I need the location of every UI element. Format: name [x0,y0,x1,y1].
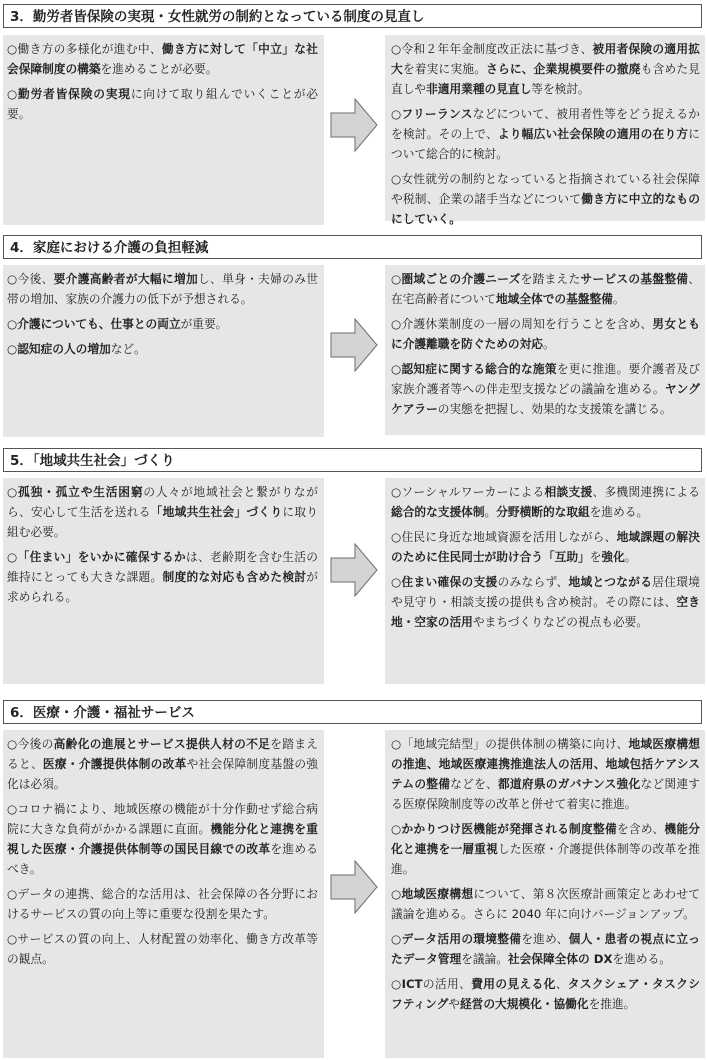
body-text: 、 [555,977,568,991]
emphasis-text: 高齢化の進展とサービス提供人材の不足 [53,737,271,751]
emphasis-text: かかりつけ医機能が発揮される制度整備 [401,822,617,836]
emphasis-text: 経営の大規模化・協働化 [459,997,589,1011]
right-arrow-icon [330,543,378,597]
body-text: ○働き方の多様化が進む中、 [7,42,162,56]
body-text: について、第８次医療計画策定とあわせて議論を進める。さらに 2040 年に向けバージョンアップ。 [391,887,700,921]
body-text: を推進。 [588,997,636,1011]
body-text: を踏まえた [520,272,581,286]
bullet-item [391,104,700,164]
emphasis-text: 地域全体での基盤整備 [495,292,613,306]
emphasis-text: 強化 [601,550,625,564]
bullet-item [391,314,700,354]
emphasis-text: サービスの基盤整備 [580,272,689,286]
body-text: ○コロナ禍により、地域医療の機能が十分作動せず総合病院に大きな負荷がかかる課題に直面。 [7,802,318,836]
bullet-item [7,734,318,794]
bullet-item [391,572,700,632]
body-text: の実態を把握し、効果的な支援策を講じる。 [437,402,672,416]
body-text: ○ [7,342,18,356]
body-text: を踏まえると、 [7,737,318,771]
emphasis-text: 地域医療構想の推進、地域医療連携推進法人の活用、地域包括ケアシステムの整備 [391,737,700,791]
right-arrow-icon [330,860,378,914]
emphasis-text: 個人・患者の視点に立ったデータ管理 [391,932,700,966]
bullet-item [391,39,700,99]
body-text: や [448,997,460,1011]
emphasis-text: データ活用の環境整備 [401,932,522,946]
emphasis-text: 非適用業種の見直し [426,82,532,96]
emphasis-text: 社会保障全体の DX [507,952,613,966]
body-text: を [589,550,602,564]
bullet-item [7,39,318,79]
section-6-current-issues [3,730,324,1058]
body-text: など。 [110,342,146,356]
body-text: を進める。 [589,505,649,519]
body-text: ○ [391,977,402,991]
body-text: した医療・介護提供体制等の改革を推進。 [391,842,700,876]
emphasis-text: 地域とつながる [568,575,653,589]
section-3-measures [385,35,705,226]
body-text: のみならず、 [497,575,569,589]
body-text: に取り組む必要。 [7,505,318,539]
body-text: は、老齢期を含む生活の維持にとっても大きな課題。 [7,550,318,584]
body-text: ○住民に身近な地域資源を活用しながら、 [391,530,617,544]
body-text: について総合的に検討。 [391,127,700,161]
emphasis-text: ヤングケアラー [391,382,700,416]
emphasis-text: 医療・介護提供体制の改革 [42,757,187,771]
bullet-item [391,527,700,567]
bullet-item [7,84,318,124]
section-5-title: 5．「地域共生社会」づくり [3,448,702,472]
body-text: に向けて取り組んでいくことが必要。 [7,87,318,121]
bullet-item [7,482,318,542]
emphasis-text: タスクシェア・タスクシフティング [391,977,700,1011]
body-text: 。 [542,337,555,351]
body-text: ○サービスの質の向上、人材配置の効率化、働き方改革等の観点。 [7,932,318,966]
body-text: ○データの連携、総合的な活用は、社会保障の各分野におけるサービスの質の向上等に重要な役割を果たす。 [7,887,318,921]
emphasis-text: 男女ともに介護離職を防ぐための対応 [391,317,700,351]
body-text: やまちづくりなどの視点も必要。 [472,615,649,629]
emphasis-text: フリーランス [401,107,473,121]
bullet-item [7,547,318,607]
body-text: ○介護休業制度の一層の周知を行うことを含め、 [391,317,653,331]
body-text: 、在宅高齢者について [391,272,700,306]
emphasis-text: 被用者保険の適用拡大 [391,42,700,76]
body-text: ○ [7,317,18,331]
body-text: ○今後の [7,737,54,751]
body-text: ○ [391,575,402,589]
emphasis-text: 働き方に中立的なものにしていく。 [391,192,700,226]
emphasis-text: 「住まい」をいかに確保するか [17,550,186,564]
emphasis-text: 要介護高齢者が大幅に増加 [53,272,199,286]
body-text: 。 [612,292,625,306]
bullet-item [391,929,700,969]
bullet-item [391,269,700,309]
body-text: を進めるべき。 [7,842,318,876]
body-text: 居住環境や見守り・相談支援の提供も含め検討。その際には、 [391,575,700,609]
emphasis-text: 総合的な支援体制 [391,505,485,519]
body-text: を議論。 [461,952,508,966]
emphasis-text: 認知症に関する総合的な施策 [401,362,557,376]
section-5-current-issues [3,478,324,684]
body-text: を進め、 [521,932,569,946]
body-text: 。 [624,550,637,564]
bullet-item [391,482,700,522]
emphasis-text: 空き地・空家の活用 [391,595,700,629]
bullet-item [7,884,318,924]
emphasis-text: 認知症の人の増加 [17,342,111,356]
body-text: ○ [391,932,402,946]
body-text: ○ソーシャルワーカーによる [391,485,545,499]
emphasis-text: 住まい確保の支援 [401,575,498,589]
emphasis-text: 勤労者皆保険の実現 [18,87,131,101]
bullet-item [391,169,700,229]
body-text: も含めた見直しや [391,62,700,96]
body-text: 、多機関連携による [592,485,700,499]
body-text: が求められる。 [7,570,318,604]
section-6-measures [385,730,705,1058]
bullet-item [391,884,700,924]
body-text: を進めることが必要。 [100,62,218,76]
section-4-title: 4．家庭における介護の負担軽減 [3,235,702,259]
body-text: が重要。 [180,317,228,331]
emphasis-text: 機能分化と連携を一層重視 [391,822,700,856]
body-text: 。 [484,505,497,519]
section-4-current-issues [3,265,324,437]
body-text: し、単身・夫婦のみ世帯の増加、家族の介護力の低下が予想される。 [7,272,318,306]
bullet-item [7,269,318,309]
section-4-measures [385,265,705,435]
body-text: などを、 [450,777,498,791]
emphasis-text: ICT [401,977,423,991]
emphasis-text: 地域医療構想 [401,887,474,901]
body-text: を着実に実施。 [402,62,487,76]
emphasis-text: 介護についても、仕事との両立 [17,317,181,331]
section-5-measures [385,478,705,684]
emphasis-text: 機能分化と連携を重視した医療・介護提供体制等の国民目線での改革 [7,822,318,856]
section-6-title: 6．医療・介護・福祉サービス [3,700,702,724]
bullet-item [7,314,318,334]
bullet-item [391,819,700,879]
body-text: の人々が地域社会と繋がりながら、安心して生活を送れる [7,485,318,519]
section-3-title: 3．勤労者皆保険の実現・女性就労の制約となっている制度の見直し [3,4,702,28]
emphasis-text: 分野横断的な取組 [496,505,590,519]
emphasis-text: 都道府県のガバナンス強化 [497,777,641,791]
bullet-item [391,734,700,814]
body-text: ○ [391,362,402,376]
emphasis-text: 地域課題の解決のために住民同士が助け合う「互助」 [391,530,700,564]
body-text: ○ [391,887,402,901]
body-text: を進める。 [612,952,671,966]
body-text: を含め、 [616,822,665,836]
bullet-item [391,974,700,1014]
body-text: を更に推進。要介護者及び家族介護者等への伴走型支援などの議論を進める。 [391,362,700,396]
emphasis-text: 「地域共生社会」づくり [150,505,283,519]
bullet-item [7,339,318,359]
section-3-current-issues [3,35,324,225]
body-text: ○「地域完結型」の提供体制の構築に向け、 [391,737,629,751]
body-text: などについて、被用者性等をどう捉えるかを検討。その上で、 [391,107,700,141]
emphasis-text: より幅広い社会保険の適用の在り方 [497,127,689,141]
right-arrow-icon [330,318,378,372]
bullet-item [7,929,318,969]
emphasis-text: 孤独・孤立や生活困窮 [18,485,144,499]
emphasis-text: 制度的な対応も含めた検討 [162,570,307,584]
body-text: 等を検討。 [531,82,590,96]
right-arrow-icon [330,98,378,152]
body-text: ○女性就労の制約となっていると指摘されている社会保障や税制、企業の諸手当などについて [391,172,700,206]
emphasis-text: さらに、企業規模要件の撤廃 [486,62,641,76]
body-text: ○ [7,87,19,101]
body-text: ○ [391,822,402,836]
body-text: や社会保障制度基盤の強化は必須。 [7,757,318,791]
body-text: ○ [391,107,402,121]
bullet-item [7,799,318,879]
body-text: ○ [7,550,18,564]
body-text: ○今後、 [7,272,54,286]
emphasis-text: 費用の見える化 [471,977,556,991]
body-text: ○ [7,485,19,499]
emphasis-text: 圏域ごとの介護ニーズ [401,272,521,286]
body-text: ○令和２年年金制度改正法に基づき、 [391,42,593,56]
emphasis-text: 相談支援 [544,485,593,499]
body-text: など関連する医療保険制度等の改革と併せて着実に推進。 [391,777,700,811]
bullet-item [391,359,700,419]
body-text: の活用、 [422,977,472,991]
emphasis-text: 働き方に対して「中立」な社会保障制度の構築 [7,42,318,76]
body-text: ○ [391,272,402,286]
